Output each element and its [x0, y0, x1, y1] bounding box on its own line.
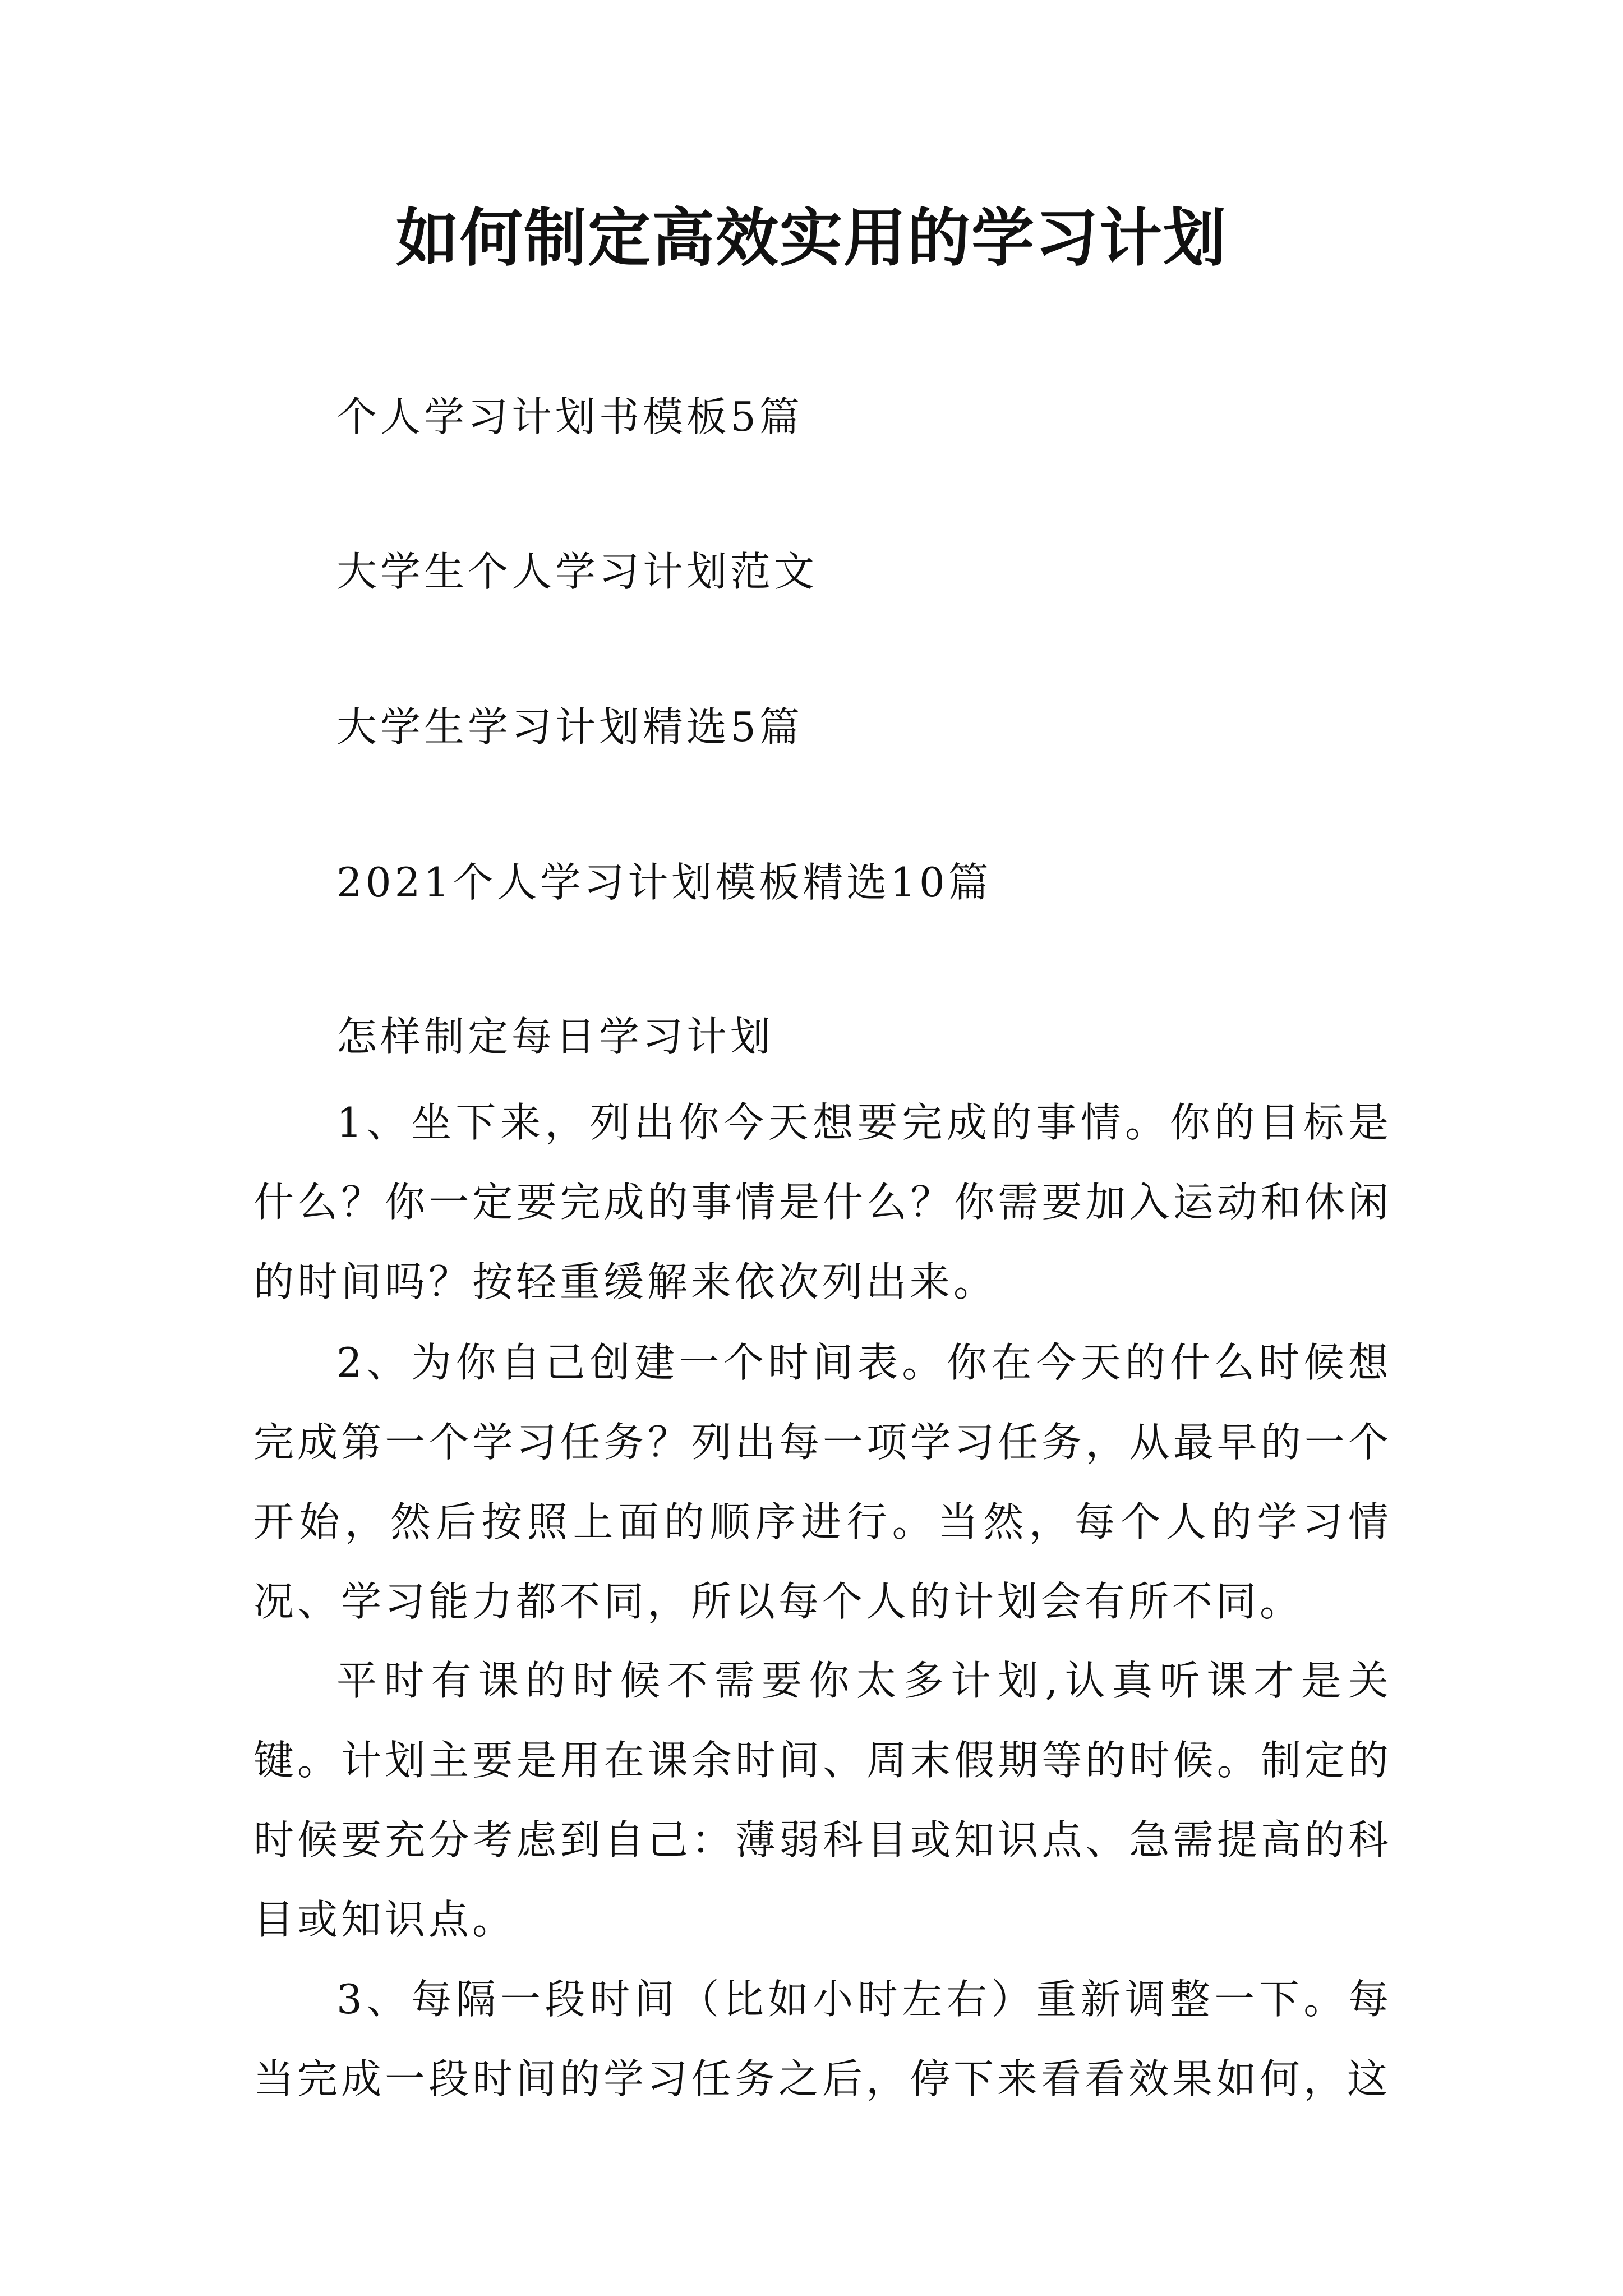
related-link-4[interactable]: 2021个人学习计划模板精选10篇	[336, 859, 992, 906]
paragraph-3: 平时有课的时候不需要你太多计划,认真听课才是关键。计划主要是用在课余时间、周末假期等的时候。制定的时候要充分考虑到自己：薄弱科目或知识点、急需提高的科目或知识点。	[253, 1657, 1392, 1943]
related-link-2[interactable]: 大学生个人学习计划范文	[336, 548, 818, 595]
paragraph-1: 1、坐下来，列出你今天想要完成的事情。你的目标是什么？你一定要完成的事情是什么？你需要加入运动和休闲的时间吗？按轻重缓解来依次列出来。	[253, 1099, 1392, 1305]
related-link-3[interactable]: 大学生学习计划精选5篇	[336, 703, 803, 751]
section-heading: 怎样制定每日学习计划	[336, 1013, 774, 1060]
paragraph-4: 3、每隔一段时间（比如小时左右）重新调整一下。每当完成一段时间的学习任务之后，停下来看看效果如何，这	[253, 1976, 1392, 2102]
paragraph-2: 2、为你自己创建一个时间表。你在今天的什么时候想完成第一个学习任务？列出每一项学习任务，从最早的一个开始，然后按照上面的顺序进行。当然，每个人的学习情况、学习能力都不同，所以每个人的计划会有所不同。	[253, 1339, 1392, 1625]
related-link-1[interactable]: 个人学习计划书模板5篇	[336, 393, 803, 440]
document-title: 如何制定高效实用的学习计划	[396, 201, 1227, 275]
